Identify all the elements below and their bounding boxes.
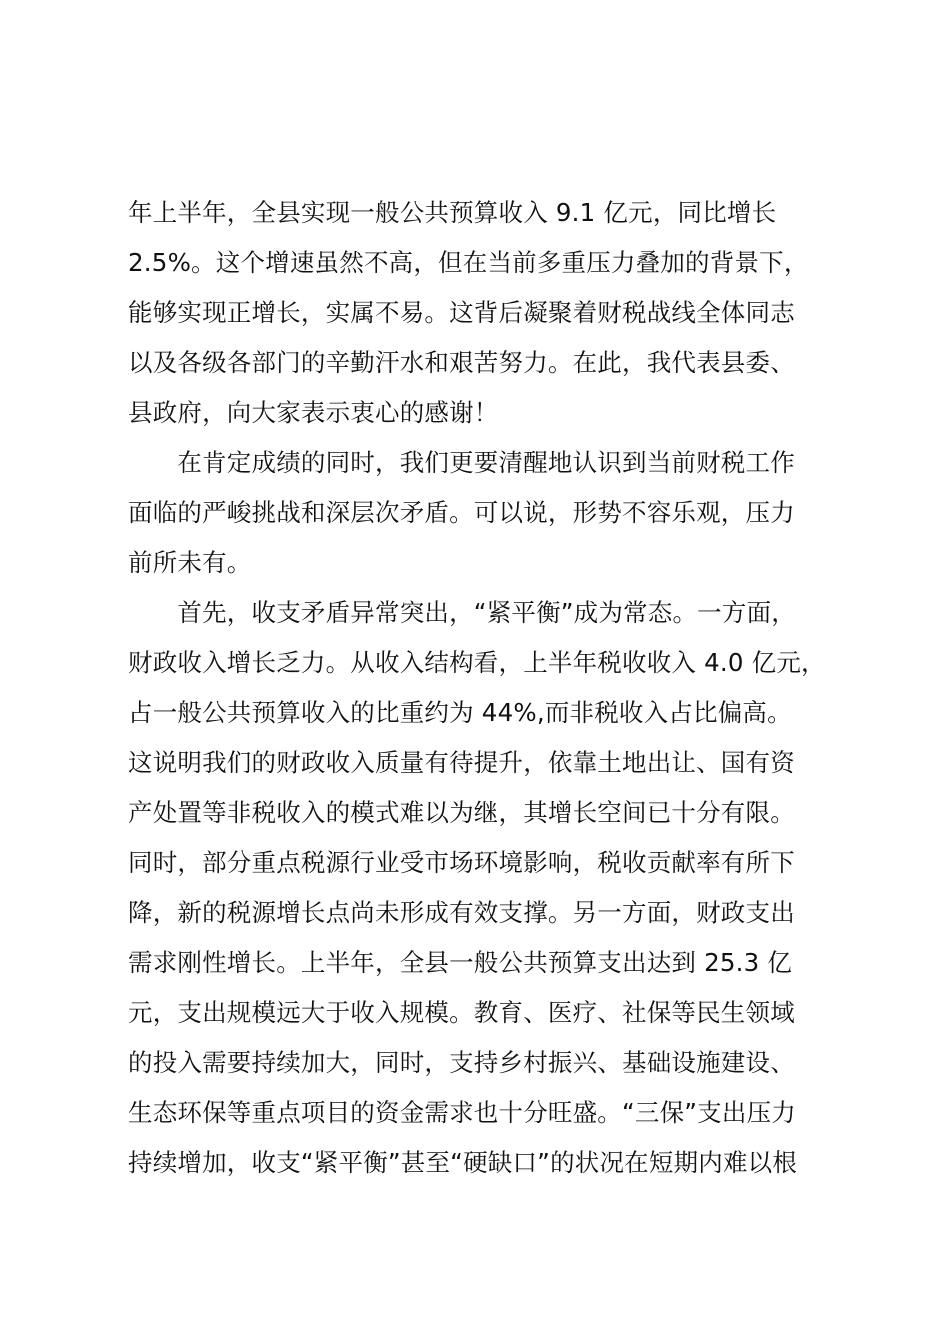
text-line: 元，支出规模远大于收入规模。教育、医疗、社保等民生领域 [128, 998, 795, 1027]
text-line: 产处置等非税收入的模式难以为继，其增长空间已十分有限。 [128, 798, 795, 827]
text-line: 前所未有。 [128, 548, 252, 577]
text-line: 能够实现正增长，实属不易。这背后凝聚着财税战线全体同志 [128, 298, 795, 327]
text-line: 在肯定成绩的同时，我们更要清醒地认识到当前财税工作 [128, 448, 795, 477]
text-line: 占一般公共预算收入的比重约为 44%,而非税收入占比偏高。 [128, 698, 792, 727]
text-line: 需求刚性增长。上半年，全县一般公共预算支出达到 25.3 亿 [128, 948, 793, 977]
text-line: 以及各级各部门的辛勤汗水和艰苦努力。在此，我代表县委、 [128, 348, 795, 377]
text-line: 的投入需要持续加大，同时，支持乡村振兴、基础设施建设、 [128, 1048, 795, 1077]
text-line: 生态环保等重点项目的资金需求也十分旺盛。“三保”支出压力 [128, 1098, 796, 1127]
text-line: 持续增加，收支“紧平衡”甚至“硬缺口”的状况在短期内难以根 [128, 1148, 798, 1177]
text-line: 这说明我们的财政收入质量有待提升，依靠土地出让、国有资 [128, 748, 795, 777]
text-line: 首先，收支矛盾异常突出，“紧平衡”成为常态。一方面， [128, 598, 796, 627]
text-line: 降，新的税源增长点尚未形成有效支撑。另一方面，财政支出 [128, 898, 795, 927]
text-line: 面临的严峻挑战和深层次矛盾。可以说，形势不容乐观，压力 [128, 498, 795, 527]
text-line: 2.5%。这个增速虽然不高，但在当前多重压力叠加的背景下， [128, 248, 809, 277]
document-body [128, 188, 838, 1188]
text-line: 财政收入增长乏力。从收入结构看，上半年税收收入 4.0 亿元， [128, 648, 826, 677]
text-line: 年上半年，全县实现一般公共预算收入 9.1 亿元，同比增长 [128, 198, 777, 227]
text-line: 同时，部分重点税源行业受市场环境影响，税收贡献率有所下 [128, 848, 795, 877]
text-line: 县政府，向大家表示衷心的感谢！ [128, 398, 499, 427]
